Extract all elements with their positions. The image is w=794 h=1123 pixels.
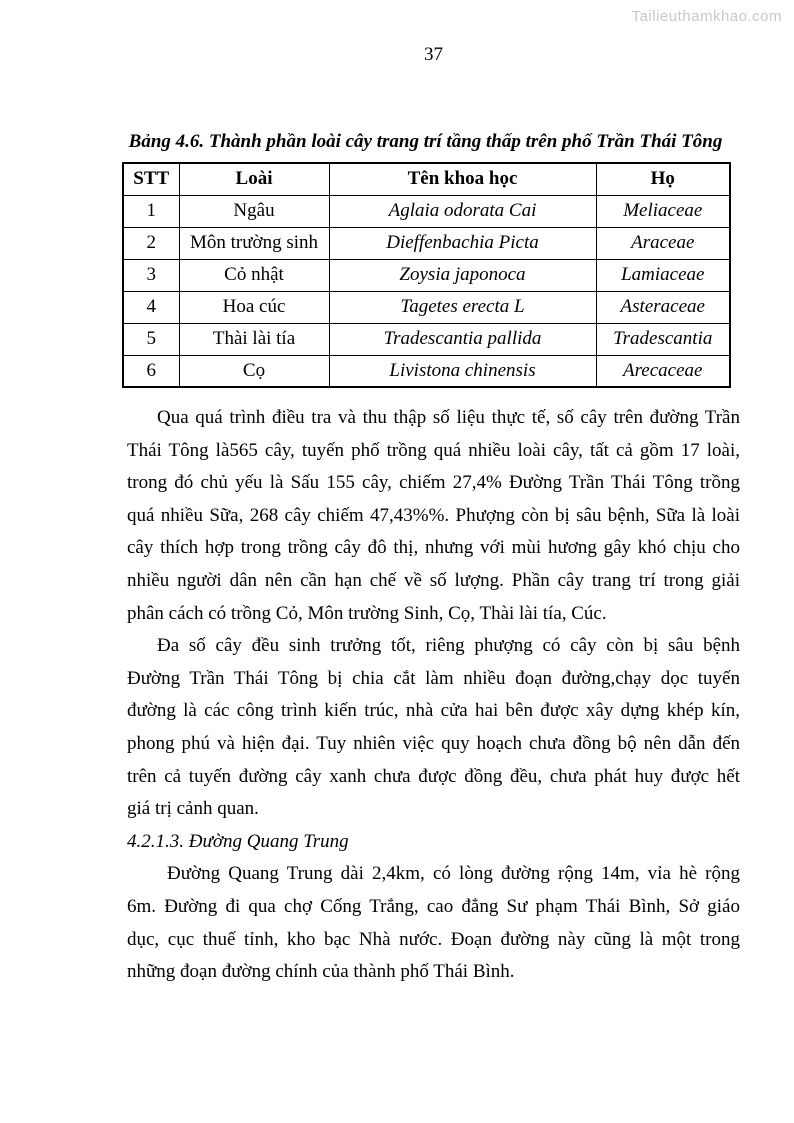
- cell-ho: Arecaceae: [596, 355, 730, 387]
- table-row: [123, 323, 730, 355]
- body-text-line: nhiều người dân nên cần hạn chế về số lượng. Phần cây trang trí trong giải: [127, 569, 740, 591]
- species-table: [122, 162, 731, 388]
- header-loai: Loài: [179, 163, 329, 195]
- cell-loai: Thài lài tía: [179, 323, 329, 355]
- body-text-line: Đường Trần Thái Tông bị chia cắt làm nhiều đoạn đường,chạy dọc tuyến: [127, 667, 740, 689]
- cell-ten-khoa-hoc: Aglaia odorata Cai: [329, 195, 596, 227]
- header-ten-khoa-hoc: Tên khoa học: [329, 163, 596, 195]
- table-header-row: [123, 163, 730, 195]
- body-text-line: phân cách có trồng Cỏ, Môn trường Sinh, Cọ, Thài lài tía, Cúc.: [127, 602, 607, 624]
- page-number: 37: [424, 44, 443, 65]
- body-text-line: phong phú và hiện đại. Tuy nhiên việc quy hoạch chưa đồng bộ nên dẫn đến: [127, 732, 740, 754]
- header-stt: STT: [123, 163, 179, 195]
- watermark: Tailieuthamkhao.com: [631, 8, 782, 25]
- cell-ho: Tradescantia: [596, 323, 730, 355]
- table-row: [123, 227, 730, 259]
- body-text-line: những đoạn đường chính của thành phố Thái Bình.: [127, 961, 515, 983]
- species-table-body: [123, 195, 730, 387]
- body-text-line: giá trị cảnh quan.: [127, 798, 259, 820]
- body-text-line: cây thích hợp trong trồng cây đô thị, nhưng với mùi hương gây khó chịu cho: [127, 537, 740, 559]
- table-caption: Bảng 4.6. Thành phần loài cây trang trí tầng thấp trên phố Trần Thái Tông: [128, 131, 723, 152]
- cell-ten-khoa-hoc: Tradescantia pallida: [329, 323, 596, 355]
- body-text-line: trong đó chủ yếu là Sấu 155 cây, chiếm 27,4% Đường Trần Thái Tông trồng: [127, 472, 740, 494]
- cell-loai: Môn trường sinh: [179, 227, 329, 259]
- body-text-line: Đường Quang Trung dài 2,4km, có lòng đường rộng 14m, vỉa hè rộng: [167, 863, 740, 885]
- body-text-line: Qua quá trình điều tra và thu thập số liệu thực tế, số cây trên đường Trần: [157, 407, 740, 428]
- cell-stt: 3: [123, 259, 179, 291]
- cell-ten-khoa-hoc: Tagetes erecta L: [329, 291, 596, 323]
- cell-ten-khoa-hoc: Zoysia japonoca: [329, 259, 596, 291]
- table-row: [123, 259, 730, 291]
- cell-stt: 5: [123, 323, 179, 355]
- table-row: [123, 355, 730, 387]
- cell-ho: Meliaceae: [596, 195, 730, 227]
- body-text-line: Thái Tông là565 cây, tuyến phố trồng quá nhiều loài cây, tất cả gồm 17 loài,: [127, 439, 740, 461]
- cell-ten-khoa-hoc: Dieffenbachia Picta: [329, 227, 596, 259]
- cell-ho: Asteraceae: [596, 291, 730, 323]
- body-text: [127, 402, 740, 989]
- cell-ho: Araceae: [596, 227, 730, 259]
- table-row: [123, 195, 730, 227]
- cell-loai: Hoa cúc: [179, 291, 329, 323]
- body-text-line: dục, cục thuế tỉnh, kho bạc Nhà nước. Đoạn đường này cũng là một trong: [127, 928, 740, 950]
- section-heading: 4.2.1.3. Đường Quang Trung: [127, 830, 349, 852]
- cell-loai: Cỏ nhật: [179, 259, 329, 291]
- body-text-line: đường là các công trình kiến trúc, nhà cửa hai bên được xây dựng khép kín,: [127, 700, 740, 722]
- cell-stt: 1: [123, 195, 179, 227]
- body-text-line: Đa số cây đều sinh trưởng tốt, riêng phượng có cây còn bị sâu bệnh: [157, 635, 740, 657]
- cell-ten-khoa-hoc: Livistona chinensis: [329, 355, 596, 387]
- cell-loai: Cọ: [179, 355, 329, 387]
- cell-ho: Lamiaceae: [596, 259, 730, 291]
- body-text-line: quá nhiều Sữa, 268 cây chiếm 47,43%%. Phượng còn bị sâu bệnh, Sữa là loài: [127, 504, 740, 526]
- table-row: [123, 291, 730, 323]
- body-text-line: trên cả tuyến đường cây xanh chưa được đồng đều, chưa phát huy được hết: [127, 765, 740, 787]
- cell-stt: 2: [123, 227, 179, 259]
- cell-loai: Ngâu: [179, 195, 329, 227]
- cell-stt: 6: [123, 355, 179, 387]
- body-text-line: 6m. Đường đi qua chợ Cống Trắng, cao đẳng Sư phạm Thái Bình, Sở giáo: [127, 895, 740, 917]
- cell-stt: 4: [123, 291, 179, 323]
- header-ho: Họ: [596, 163, 730, 195]
